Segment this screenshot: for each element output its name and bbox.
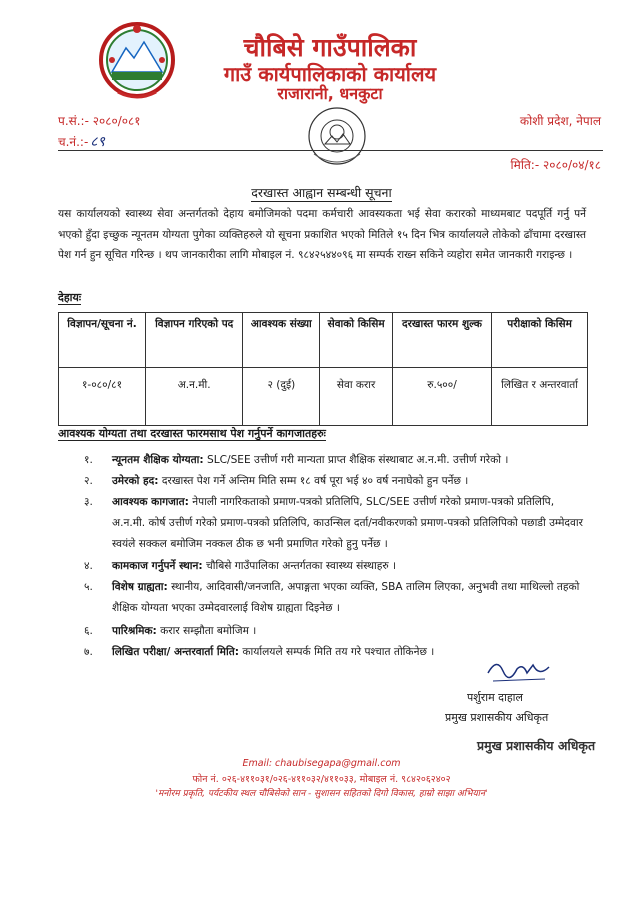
cell-notice-no: १-०८०/८१ — [59, 368, 146, 426]
notice-body: यस कार्यालयको स्वास्थ्य सेवा अन्तर्गतको देहाय बमोजिमको पदमा कर्मचारी आवस्यकता भई सेवा करारको माध्यमबाट पदपूर्ति गर्नु पर्ने भएको हुँदा इच्छुक न्यूनतम योग्यता पुगेका व्यक्तिहरुले यो सूचना प्रकाशित भएको मितिले १५ दिन भित्र कार्यालयले तोकेको ढाँचामा दरखास्त पेश गर्न हुन सूचित गरिन्छ । थप जानकारीका लागि मोबाइल नं. ९८४२५४४०९६ मा सम्पर्क राख्न सकिने व्यहोरा समेत जानकारी गराइन्छ । — [58, 208, 586, 261]
list-item: १. न्यूनतम शैक्षिक योग्यता: SLC/SEE उत्तीर्ण गरी मान्यता प्राप्त शैक्षिक संस्थाबाट अ.न.मी. उत्तीर्ण गरेको । — [84, 454, 509, 466]
col-position: विज्ञापन गरिएको पद — [146, 313, 243, 368]
cell-exam-type: लिखित र अन्तरवार्ता — [492, 368, 588, 426]
footer-motto: 'मनोरम प्रकृति, पर्यटकीय स्थल चौबिसेको सान - सुशासन सहितको दिगो विकास, हाम्रो साझा अभियान' — [155, 789, 488, 799]
designation-stamp: प्रमुख प्रशासकीय अधिकृत — [477, 738, 596, 753]
cell-position: अ.न.मी. — [146, 368, 243, 426]
signature-icon — [483, 655, 553, 685]
table-label: देहायः — [58, 291, 82, 304]
ps-number: प.सं.:- २०८०/०८१ — [58, 114, 141, 128]
header-location: राजारानी, धनकुटा — [277, 84, 383, 103]
col-service-type: सेवाको किसिम — [320, 313, 392, 368]
list-item: ३. आवश्यक कागजात: नेपाली नागरिकताको प्रमाण-पत्रको प्रतिलिपि, SLC/SEE उत्तीर्ण गरेको प्रमाण-पत्रको प्रतिलिपि, अ.न.मी. कोर्ष उत्तीर्ण गरेको प्रमाण-पत्रको प्रतिलिपि, काउन्सिल दर्ता/नवीकरणको प्रमाण-पत्रको प्रतिलिपिको पछाडी उम्मेदवार स्वयंले सक्कल बमोजिम नक्कल ठीक छ भनी प्रमाणित गरेको हुनु पर्नेछ । — [84, 496, 583, 550]
office-seal-icon — [292, 104, 382, 174]
col-fee: दरखास्त फारम शुल्क — [392, 313, 491, 368]
list-item: ६. पारिश्रमिक: करार सम्झौता बमोजिम । — [84, 625, 257, 637]
list-item: २. उमेरको हद: दरखास्त पेश गर्ने अन्तिम मिति सम्म १८ वर्ष पूरा भई ४० वर्ष ननाघेको हुन पर्नेछ । — [84, 475, 469, 487]
table-row — [59, 368, 588, 426]
header-subtitle: गाउँ कार्यपालिकाको कार्यालय — [223, 62, 437, 86]
cn-number: च.नं.:- ८९ — [58, 134, 105, 150]
col-count: आवश्यक संख्या — [243, 313, 320, 368]
list-item: ७. लिखित परीक्षा/ अन्तरवार्ता मिति: कार्यालयले सम्पर्क मिति तय गरे पश्चात तोकिनेछ । — [84, 646, 435, 658]
requirements-label: आवश्यक योग्यता तथा दरखास्त फारमसाथ पेश गर्नुपर्ने कागजातहरुः — [58, 427, 326, 440]
table-header-row — [59, 313, 588, 368]
signatory-name: पर्शुराम दाहाल — [467, 691, 523, 704]
cell-count: २ (दुई) — [243, 368, 320, 426]
col-exam-type: परीक्षाको किसिम — [492, 313, 588, 368]
header-divider — [58, 150, 603, 151]
footer-email: Email: chaubisegapa@gmail.com — [242, 758, 401, 769]
notice-title: दरखास्त आह्वान सम्बन्धी सूचना — [251, 185, 392, 200]
signatory-title: प्रमुख प्रशासकीय अधिकृत — [445, 711, 549, 724]
nepal-emblem-icon — [98, 20, 176, 100]
notice-date: मिति:- २०८०/०४/१८ — [510, 158, 601, 172]
list-item: ५. विशेष ग्राह्यता: स्थानीय, आदिवासी/जनजाति, अपाङ्गता भएका व्यक्ति, SBA तालिम लिएका, अनुभवी तथा माथिल्लो तहको शैक्षिक योग्यता भएका उम्मेदवारलाई विशेष ग्राह्यता दिइनेछ । — [84, 581, 580, 614]
vacancy-table — [58, 312, 588, 426]
cell-service-type: सेवा करार — [320, 368, 392, 426]
province-label: कोशी प्रदेश, नेपाल — [519, 114, 601, 128]
list-item: ४. कामकाज गर्नुपर्ने स्थान: चौबिसे गाउँपालिका अन्तर्गतका स्वास्थ्य संस्थाहरु । — [84, 560, 397, 572]
header-title: चौबिसे गाउँपालिका — [243, 33, 417, 62]
col-notice-no: विज्ञापन/सूचना नं. — [59, 313, 146, 368]
footer-phone: फोन नं. ०२६-४११०३१/०२६-४११०३२/४११०३३, मोबाइल नं. ९८४२०६२४०२ — [192, 774, 451, 785]
cell-fee: रु.५००/ — [392, 368, 491, 426]
